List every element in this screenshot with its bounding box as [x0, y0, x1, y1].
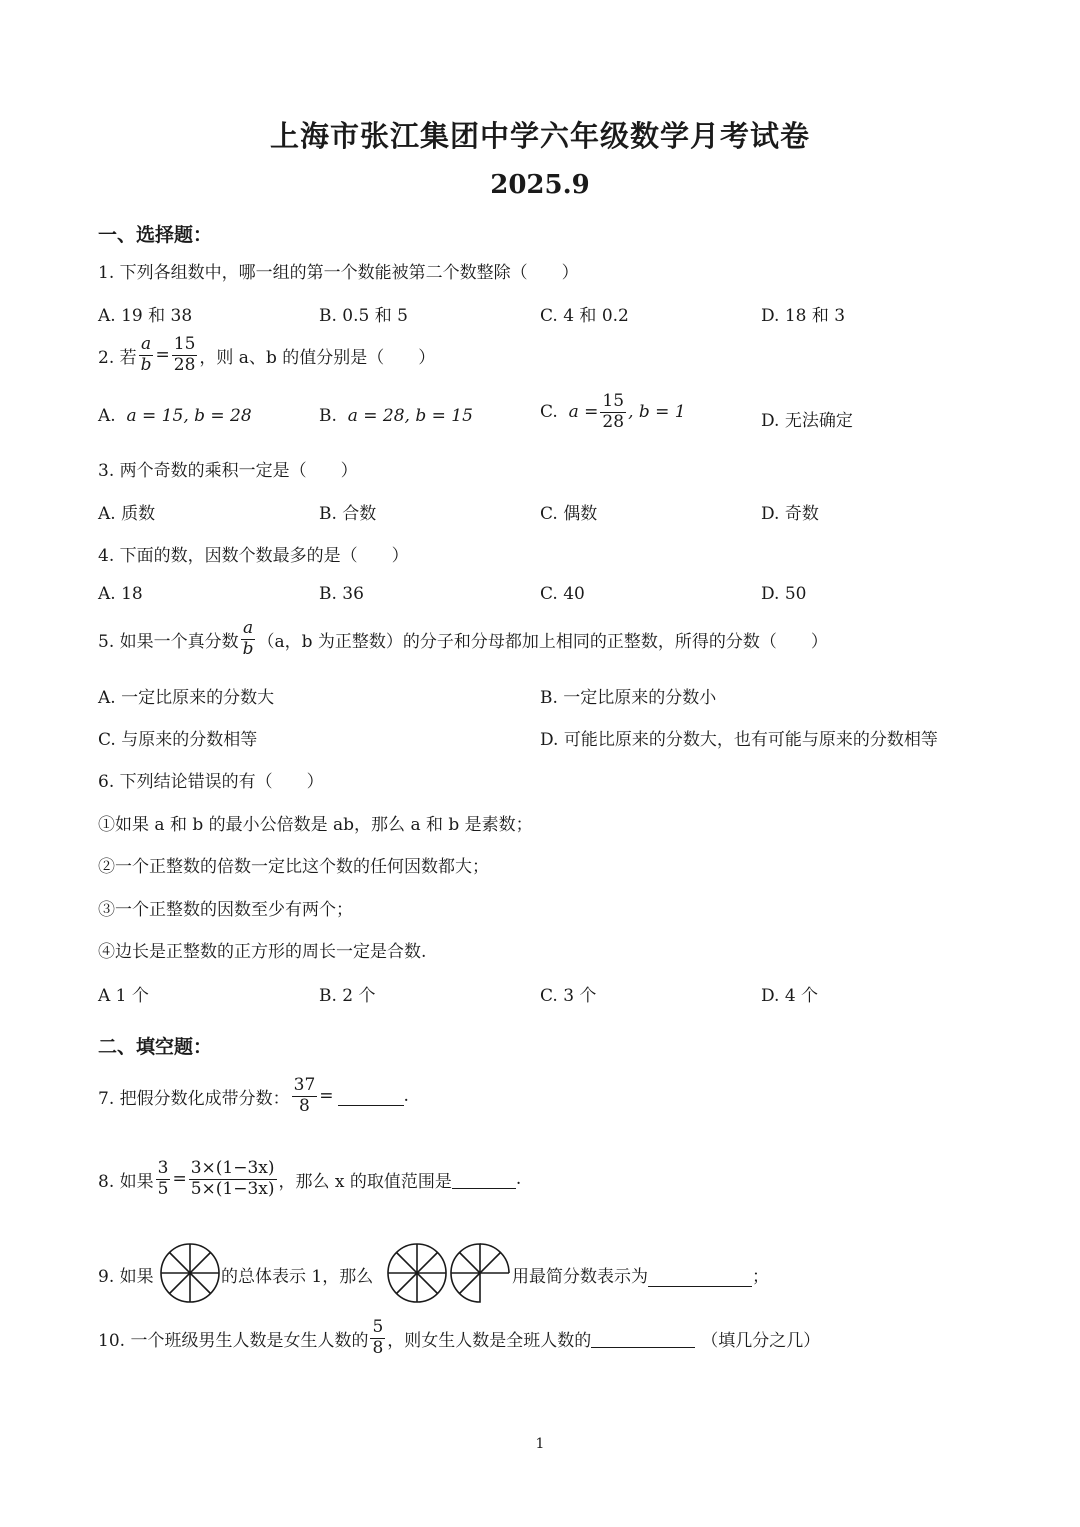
q2-option-b-value: a = 28, b = 15 — [347, 406, 473, 426]
q9-middle: 的总体表示 1，那么 — [221, 1267, 374, 1287]
q8-equals: = — [172, 1169, 187, 1190]
q1-option-b: B. 0.5 和 5 — [319, 306, 408, 326]
q6-option-c: C. 3 个 — [540, 986, 597, 1006]
q8-suffix: ，那么 x 的取值范围是 — [278, 1171, 452, 1192]
q4-option-a: A. 18 — [98, 584, 143, 604]
q10-suffix: ，则女生人数是全班人数的 — [387, 1330, 592, 1351]
exam-title: 上海市张江集团中学六年级数学月考试卷 — [269, 119, 810, 153]
q2-equals: = — [155, 345, 170, 366]
q8-right-numerator: 3×(1−3x) — [190, 1158, 275, 1178]
section-fill-in: 二、填空题： — [98, 1036, 213, 1058]
q5-frac-numerator: a — [243, 618, 254, 638]
q10-frac-numerator: 5 — [372, 1317, 384, 1337]
q2-frac2-denominator: 28 — [173, 354, 196, 375]
q2-frac2-numerator: 15 — [173, 334, 196, 354]
q9-suffix: 用最简分数表示为 — [512, 1267, 648, 1287]
q7-frac-numerator: 37 — [293, 1075, 316, 1095]
q5-option-b: B. 一定比原来的分数小 — [540, 688, 717, 708]
q2-option-d: D. 无法确定 — [761, 411, 853, 431]
q4-option-b: B. 36 — [319, 584, 364, 604]
question-4: 4. 下面的数，因数个数最多的是（ ） — [98, 546, 409, 566]
q1-option-c: C. 4 和 0.2 — [540, 306, 629, 326]
q2-prefix: 2. 若 — [98, 347, 137, 368]
q2-option-c — [540, 393, 686, 432]
question-3: 3. 两个奇数的乘积一定是（ ） — [98, 461, 358, 481]
q10-answer-blank[interactable] — [591, 1329, 695, 1348]
q5-suffix: （a，b 为正整数）的分子和分母都加上相同的正整数，所得的分数（ ） — [257, 631, 828, 652]
question-5 — [98, 620, 828, 659]
q2-frac-numerator: a — [141, 334, 152, 354]
q6-statement-2: ②一个正整数的倍数一定比这个数的任何因数都大； — [98, 857, 489, 877]
q10-end: （填几分之几） — [701, 1330, 821, 1351]
q7-equals: = — [319, 1086, 334, 1107]
q2-option-c-numerator: 15 — [602, 391, 625, 411]
q4-option-c: C. 40 — [540, 584, 585, 604]
q2-option-c-pre: a = — [568, 402, 599, 423]
q7-end: . — [403, 1086, 409, 1107]
q8-left-denominator: 5 — [157, 1178, 169, 1199]
q8-fraction-right — [189, 1160, 277, 1199]
q2-option-b-label: B. — [319, 406, 337, 426]
q2-option-a-label: A. — [98, 406, 116, 426]
q7-frac-denominator: 8 — [299, 1095, 310, 1116]
q8-answer-blank[interactable] — [452, 1170, 516, 1189]
question-2 — [98, 336, 435, 375]
q6-option-a: A 1 个 — [98, 986, 149, 1006]
q6-statement-1: ①如果 a 和 b 的最小公倍数是 ab，那么 a 和 b 是素数； — [98, 815, 533, 835]
q9-answer-blank[interactable] — [648, 1268, 752, 1287]
q5-prefix: 5. 如果一个真分数 — [98, 631, 239, 652]
q6-statement-4: ④边长是正整数的正方形的周长一定是合数. — [98, 942, 427, 962]
q3-option-a: A. 质数 — [98, 504, 156, 524]
q9-prefix: 9. 如果 — [98, 1267, 154, 1287]
q7-answer-blank[interactable] — [338, 1087, 404, 1106]
question-8 — [98, 1160, 521, 1199]
q2-fraction-ab — [139, 336, 154, 375]
q2-option-a — [98, 406, 252, 426]
q1-option-a: A. 19 和 38 — [98, 306, 193, 326]
q8-right-denominator: 5×(1−3x) — [190, 1178, 275, 1199]
q8-prefix: 8. 如果 — [98, 1171, 154, 1192]
question-7 — [98, 1077, 409, 1116]
page-number: 1 — [535, 1436, 545, 1452]
q5-option-d: D. 可能比原来的分数大，也有可能与原来的分数相等 — [540, 730, 938, 750]
q9-whole-circle-figure — [159, 1242, 221, 1304]
question-10 — [98, 1319, 820, 1358]
q10-frac-denominator: 8 — [372, 1337, 384, 1358]
q2-option-c-fraction — [600, 393, 626, 432]
question-6: 6. 下列结论错误的有（ ） — [98, 772, 324, 792]
q2-option-c-post: , b = 1 — [628, 402, 686, 423]
q2-option-c-denominator: 28 — [602, 411, 625, 432]
q9-mixed-circles-figure — [386, 1242, 512, 1304]
q10-prefix: 10. 一个班级男生人数是女生人数的 — [98, 1330, 369, 1351]
q8-left-numerator: 3 — [157, 1158, 169, 1178]
q2-frac-denominator: b — [140, 354, 152, 375]
q9-suffix-line — [512, 1262, 769, 1287]
q2-option-c-label: C. — [540, 402, 558, 423]
q6-statement-3: ③一个正整数的因数至少有两个； — [98, 900, 353, 920]
exam-date: 2025.9 — [490, 170, 590, 200]
q10-fraction — [370, 1319, 385, 1358]
q6-option-b: B. 2 个 — [319, 986, 376, 1006]
q5-frac-denominator: b — [242, 638, 254, 659]
q2-fraction-15-28 — [172, 336, 198, 375]
q2-option-a-value: a = 15, b = 28 — [126, 406, 252, 426]
question-1: 1. 下列各组数中，哪一组的第一个数能被第二个数整除（ ） — [98, 263, 579, 283]
q4-option-d: D. 50 — [761, 584, 807, 604]
q3-option-c: C. 偶数 — [540, 504, 598, 524]
q5-fraction — [241, 620, 256, 659]
q7-fraction — [292, 1077, 318, 1116]
q3-option-d: D. 奇数 — [761, 504, 819, 524]
q3-option-b: B. 合数 — [319, 504, 377, 524]
q5-option-c: C. 与原来的分数相等 — [98, 730, 258, 750]
q6-option-d: D. 4 个 — [761, 986, 819, 1006]
q8-fraction-left — [156, 1160, 171, 1199]
q2-suffix: ，则 a、b 的值分别是（ ） — [199, 347, 436, 368]
q8-end: . — [515, 1169, 522, 1190]
q9-end: ； — [752, 1267, 769, 1287]
q2-option-b — [319, 406, 473, 426]
q1-option-d: D. 18 和 3 — [761, 306, 846, 326]
q5-option-a: A. 一定比原来的分数大 — [98, 688, 275, 708]
section-multiple-choice: 一、选择题： — [98, 224, 213, 246]
q7-prefix: 7. 把假分数化成带分数： — [98, 1088, 290, 1109]
